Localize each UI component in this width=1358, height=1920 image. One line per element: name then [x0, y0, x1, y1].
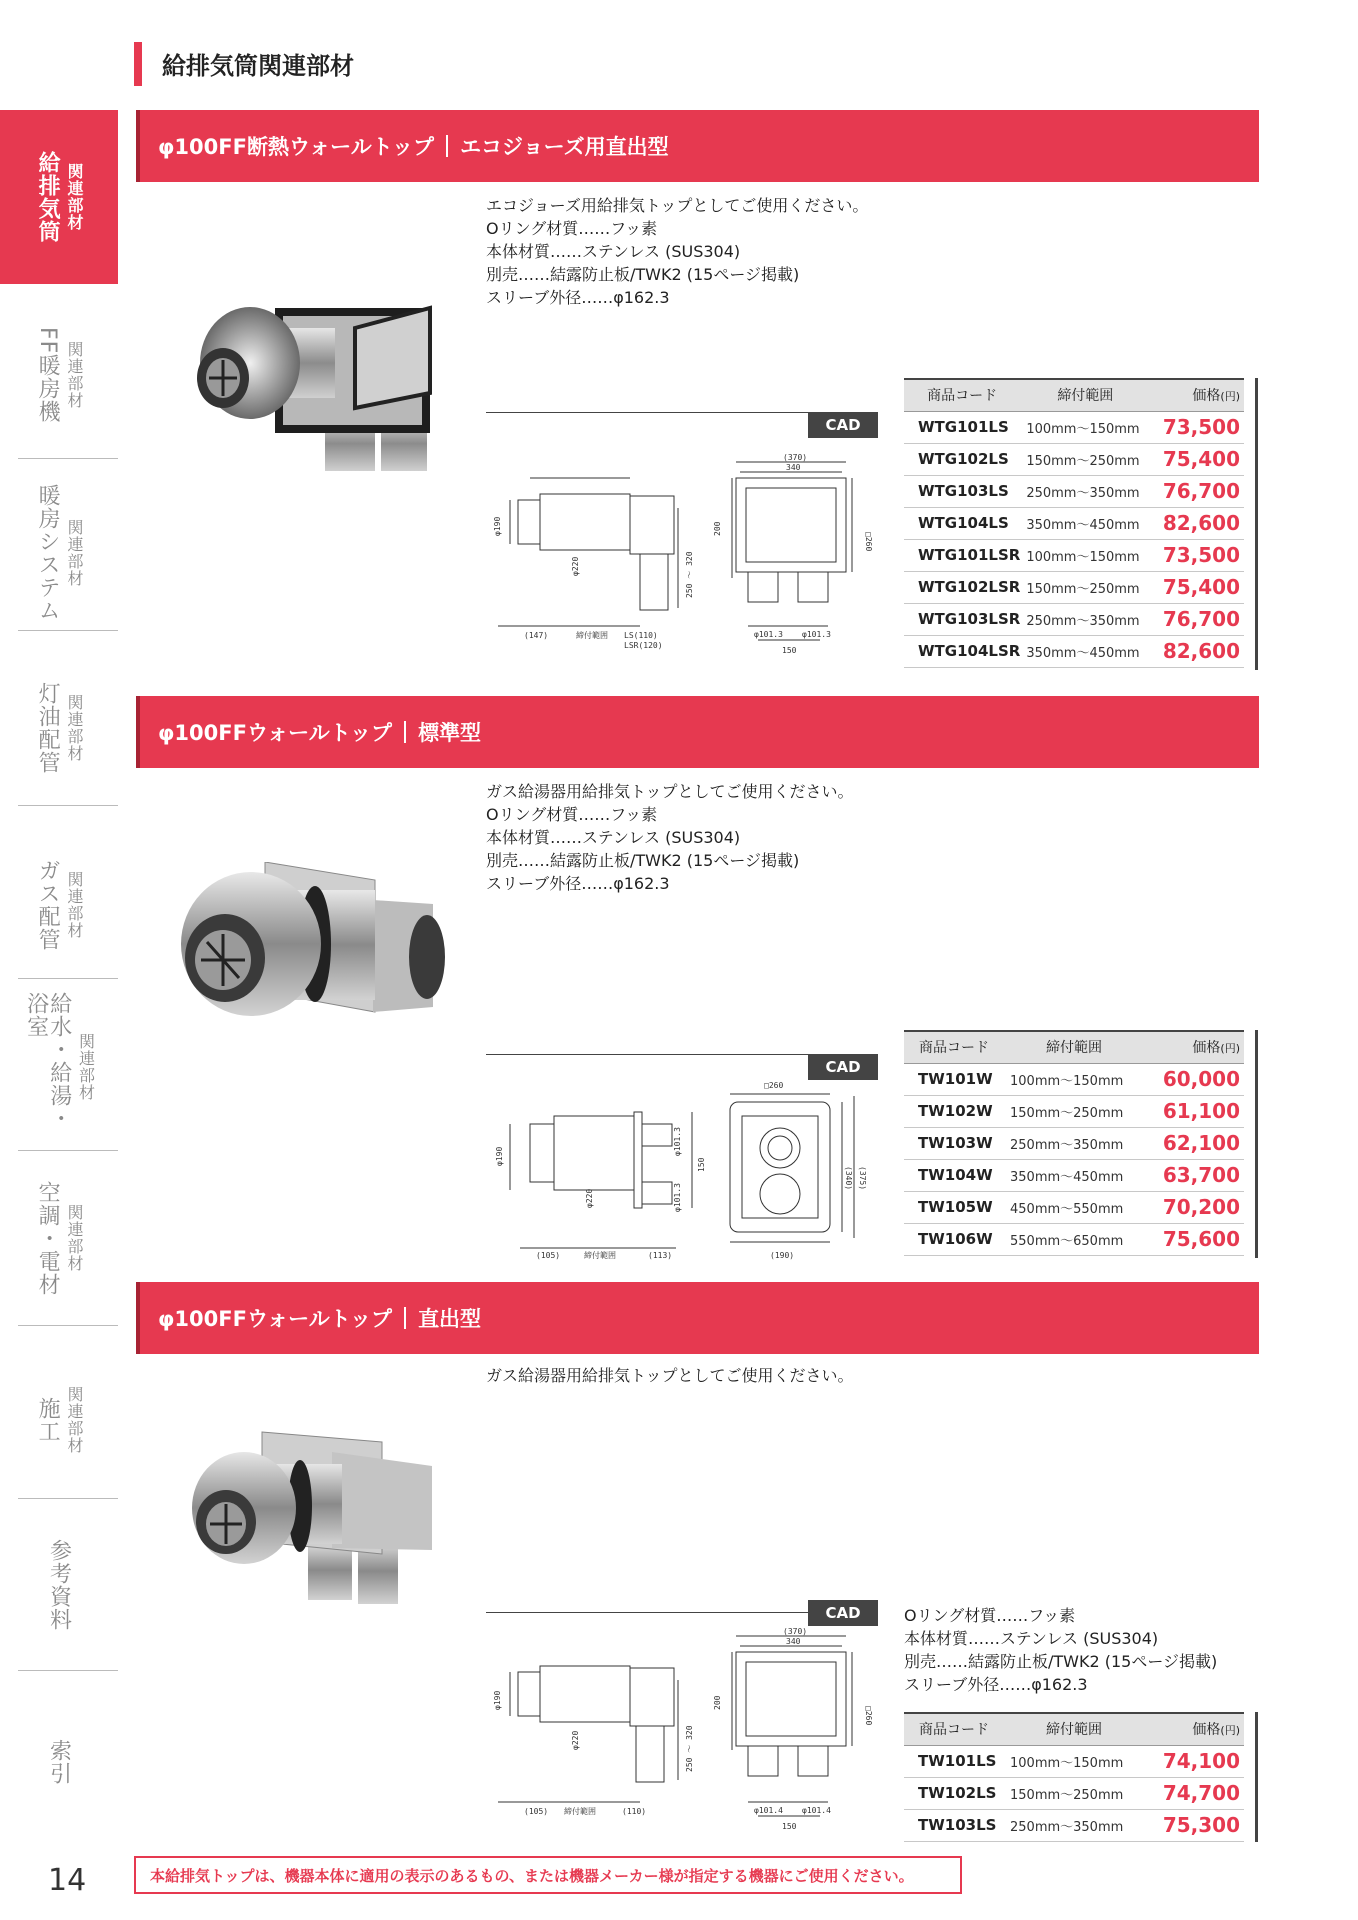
product-code: WTG102LSR	[904, 571, 1020, 603]
dim-label: φ101.4	[754, 1806, 783, 1815]
header-price	[1150, 379, 1244, 411]
title-separator	[404, 1307, 406, 1329]
table-row	[904, 635, 1244, 667]
sidebar-divider	[18, 1670, 118, 1671]
section-title-sub: 直出型	[418, 1307, 482, 1331]
table-row	[904, 1159, 1244, 1191]
table-header-row	[904, 1031, 1244, 1063]
sidebar-divider	[18, 1325, 118, 1326]
product-price: 74,700	[1144, 1777, 1244, 1809]
dim-label: (190)	[770, 1251, 795, 1260]
product-code: WTG103LS	[904, 475, 1020, 507]
sidebar-item-water[interactable]	[0, 992, 118, 1142]
product-code: WTG101LS	[904, 411, 1020, 443]
product-price: 70,200	[1144, 1191, 1244, 1223]
product-range: 550mm～650mm	[1004, 1223, 1144, 1255]
header-price-label: 価格	[1192, 388, 1221, 405]
dim-label: φ220	[571, 556, 580, 576]
description-line: ガス給湯器用給排気トップとしてご使用ください。	[486, 782, 854, 801]
table-edge	[1255, 378, 1258, 670]
section-edge	[136, 696, 140, 768]
dim-label: φ101.3	[673, 1127, 682, 1156]
sidebar-item-index[interactable]	[0, 1722, 118, 1802]
description-line: 本体材質……ステンレス (SUS304)	[486, 828, 741, 847]
page-title: 給排気筒関連部材	[162, 52, 354, 80]
sidebar-item-aircon[interactable]	[0, 1178, 118, 1298]
product-code: TW101LS	[904, 1745, 1004, 1777]
product-photo	[165, 288, 455, 478]
sidebar-item-main: ガス配管	[35, 859, 61, 951]
sidebar-item-construction[interactable]	[0, 1365, 118, 1475]
dim-label: φ101.3	[802, 630, 831, 639]
table-row	[904, 1777, 1244, 1809]
product-range: 100mm～150mm	[1020, 411, 1150, 443]
dim-label: LS(110)	[624, 631, 658, 640]
header-range: 締付範囲	[1004, 1031, 1144, 1063]
table-edge	[1255, 1712, 1258, 1842]
header-accent-bar	[134, 42, 142, 86]
dim-label: (105)	[536, 1251, 561, 1260]
product-range: 450mm～550mm	[1004, 1191, 1144, 1223]
table-row	[904, 1745, 1244, 1777]
product-code: TW105W	[904, 1191, 1004, 1223]
description-line: スリーブ外径……φ162.3	[486, 288, 670, 307]
dim-label: 250 ～ 320	[685, 1725, 694, 1772]
dim-label: (375)	[858, 1166, 867, 1191]
header-range: 締付範囲	[1004, 1713, 1144, 1745]
sidebar-divider	[18, 630, 118, 631]
dim-label: □260	[764, 1081, 784, 1090]
product-price: 73,500	[1150, 539, 1244, 571]
header-price	[1144, 1713, 1244, 1745]
dim-label: 340	[786, 463, 801, 472]
product-code: WTG102LS	[904, 443, 1020, 475]
table-row	[904, 1809, 1244, 1841]
sidebar-item-main: 給排気筒	[35, 151, 61, 243]
product-price: 82,600	[1150, 507, 1244, 539]
dim-label: (110)	[622, 1807, 647, 1816]
dim-label: (370)	[783, 1627, 808, 1636]
description-line: スリーブ外径……φ162.3	[486, 874, 670, 893]
spec-line: スリーブ外径……φ162.3	[904, 1675, 1088, 1694]
cad-drawing	[480, 1620, 882, 1838]
product-price: 75,300	[1144, 1809, 1244, 1841]
table-row	[904, 507, 1244, 539]
dim-label: (370)	[783, 453, 808, 462]
header-code: 商品コード	[904, 1031, 1004, 1063]
dim-label: 200	[713, 1695, 722, 1710]
sidebar-item-sub: 関連部材	[64, 694, 84, 762]
product-code: WTG104LSR	[904, 635, 1020, 667]
dim-label: (147)	[524, 631, 549, 640]
product-code: WTG101LSR	[904, 539, 1020, 571]
sidebar-item-heating-system[interactable]	[0, 478, 118, 628]
product-range: 250mm～350mm	[1004, 1809, 1144, 1841]
product-price: 82,600	[1150, 635, 1244, 667]
product-range: 150mm～250mm	[1020, 443, 1150, 475]
dim-label: 締付範囲	[584, 1251, 616, 1260]
title-separator	[404, 721, 406, 743]
dim-label: 150	[782, 646, 797, 655]
header-price-unit: (円)	[1220, 390, 1240, 404]
product-range: 250mm～350mm	[1020, 475, 1150, 507]
spec-line: Oリング材質……フッ素	[904, 1606, 1076, 1625]
dim-label: φ220	[585, 1188, 594, 1208]
dim-label: LSR(120)	[624, 641, 663, 650]
table-row	[904, 1127, 1244, 1159]
description-line: 別売……結露防止板/TWK2 (15ページ掲載)	[486, 851, 800, 870]
sidebar-item-kerosene[interactable]	[0, 668, 118, 788]
cad-drawing	[480, 1072, 882, 1262]
product-price: 76,700	[1150, 603, 1244, 635]
product-range: 250mm～350mm	[1004, 1127, 1144, 1159]
product-description	[486, 194, 868, 309]
product-code: TW104W	[904, 1159, 1004, 1191]
product-code: WTG103LSR	[904, 603, 1020, 635]
price-table	[904, 1712, 1244, 1842]
sidebar-item-sub: 関連部材	[64, 163, 84, 231]
sidebar-item-sub: 関連部材	[64, 519, 84, 587]
description-line: Oリング材質……フッ素	[486, 219, 658, 238]
section-title-sub: エコジョーズ用直出型	[460, 135, 669, 159]
product-price: 63,700	[1144, 1159, 1244, 1191]
sidebar-item-main: 索引	[46, 1739, 72, 1785]
section-header	[136, 110, 1259, 182]
sidebar-item-main: 施工	[35, 1397, 61, 1443]
sidebar-item-reference[interactable]	[0, 1530, 118, 1640]
sidebar-item-main: 参考資料	[46, 1539, 72, 1631]
section-edge	[136, 1282, 140, 1354]
header-price-unit: (円)	[1220, 1724, 1240, 1738]
description-line: 別売……結露防止板/TWK2 (15ページ掲載)	[486, 265, 800, 284]
product-price: 73,500	[1150, 411, 1244, 443]
product-code: TW103W	[904, 1127, 1004, 1159]
product-price: 74,100	[1144, 1745, 1244, 1777]
dim-label: 150	[782, 1822, 797, 1831]
page-number: 14	[48, 1863, 87, 1898]
title-separator	[446, 135, 448, 157]
section-edge	[136, 110, 140, 182]
description-line: エコジョーズ用給排気トップとしてご使用ください。	[486, 196, 869, 215]
sidebar-divider	[18, 458, 118, 459]
dim-label: φ190	[493, 516, 502, 536]
product-price: 60,000	[1144, 1063, 1244, 1095]
product-range: 350mm～450mm	[1020, 635, 1150, 667]
section-title-main: φ100FFウォールトップ	[158, 721, 393, 745]
dim-label: 締付範囲	[564, 1807, 596, 1816]
sidebar-item-ff-heater[interactable]	[0, 310, 118, 440]
sidebar-item-main: 給水・給湯・浴室	[23, 992, 72, 1130]
product-range: 350mm～450mm	[1004, 1159, 1144, 1191]
dim-label: 340	[786, 1637, 801, 1646]
table-row	[904, 411, 1244, 443]
description-line: Oリング材質……フッ素	[486, 805, 658, 824]
dim-label: □260	[864, 1706, 873, 1726]
dim-label: φ101.3	[673, 1183, 682, 1212]
product-price: 62,100	[1144, 1127, 1244, 1159]
product-price: 75,400	[1150, 571, 1244, 603]
dim-label: φ101.4	[802, 1806, 831, 1815]
sidebar-item-main: 灯油配管	[35, 682, 61, 774]
sidebar-divider	[18, 805, 118, 806]
price-table	[904, 1030, 1244, 1256]
product-range: 100mm～150mm	[1004, 1745, 1144, 1777]
dim-label: (340)	[844, 1166, 853, 1191]
header-price	[1144, 1031, 1244, 1063]
cad-drawing	[480, 448, 882, 663]
sidebar-item-sub: 関連部材	[64, 1386, 84, 1454]
dim-label: φ101.3	[754, 630, 783, 639]
section-title-sub: 標準型	[418, 721, 482, 745]
sidebar-item-sub: 関連部材	[76, 1033, 96, 1101]
product-range: 100mm～150mm	[1020, 539, 1150, 571]
price-table	[904, 378, 1244, 668]
dim-label: □260	[864, 532, 873, 552]
product-description	[486, 780, 854, 895]
table-row	[904, 1095, 1244, 1127]
header-price-unit: (円)	[1220, 1042, 1240, 1056]
table-row	[904, 1223, 1244, 1255]
description-line: 本体材質……ステンレス (SUS304)	[486, 242, 741, 261]
table-row	[904, 571, 1244, 603]
product-specs	[904, 1604, 1217, 1696]
table-row	[904, 475, 1244, 507]
sidebar-item-sub: 関連部材	[64, 341, 84, 409]
product-code: TW106W	[904, 1223, 1004, 1255]
cad-badge: CAD	[808, 1054, 878, 1080]
header-price-label: 価格	[1192, 1722, 1221, 1739]
product-price: 76,700	[1150, 475, 1244, 507]
sidebar-item-gas-pipe[interactable]	[0, 845, 118, 965]
table-row	[904, 443, 1244, 475]
sidebar-item-sub: 関連部材	[64, 1204, 84, 1272]
sidebar-divider	[18, 1498, 118, 1499]
table-edge	[1255, 1030, 1258, 1258]
dim-label: φ190	[493, 1690, 502, 1710]
product-range: 150mm～250mm	[1020, 571, 1150, 603]
section-title-main: φ100FFウォールトップ	[158, 1307, 393, 1331]
section-header	[136, 1282, 1259, 1354]
sidebar-item-flue[interactable]	[0, 110, 118, 284]
footer-note: 本給排気トップは、機器本体に適用の表示のあるもの、または機器メーカー様が指定する機器にご使用ください。	[134, 1856, 962, 1894]
product-range: 150mm～250mm	[1004, 1095, 1144, 1127]
table-row	[904, 539, 1244, 571]
spec-line: 本体材質……ステンレス (SUS304)	[904, 1629, 1159, 1648]
product-photo	[182, 1430, 452, 1610]
dim-label: φ220	[571, 1730, 580, 1750]
sidebar-item-sub: 関連部材	[64, 871, 84, 939]
product-price: 75,400	[1150, 443, 1244, 475]
table-header-row	[904, 379, 1244, 411]
header-price-label: 価格	[1192, 1040, 1221, 1057]
product-code: TW101W	[904, 1063, 1004, 1095]
cad-badge: CAD	[808, 412, 878, 438]
table-row	[904, 1191, 1244, 1223]
product-code: WTG104LS	[904, 507, 1020, 539]
table-row	[904, 1063, 1244, 1095]
sidebar-item-main: FF暖房機	[35, 326, 61, 424]
product-code: TW102W	[904, 1095, 1004, 1127]
product-range: 100mm～150mm	[1004, 1063, 1144, 1095]
description-line: ガス給湯器用給排気トップとしてご使用ください。	[486, 1366, 854, 1385]
dim-label: 締付範囲	[576, 631, 608, 640]
section-header	[136, 696, 1259, 768]
header-code: 商品コード	[904, 379, 1020, 411]
dim-label: φ190	[495, 1146, 504, 1166]
header-code: 商品コード	[904, 1713, 1004, 1745]
dim-label: (113)	[648, 1251, 673, 1260]
table-header-row	[904, 1713, 1244, 1745]
product-photo	[165, 862, 465, 1052]
product-range: 150mm～250mm	[1004, 1777, 1144, 1809]
sidebar-item-main: 空調・電材	[35, 1180, 61, 1296]
spec-line: 別売……結露防止板/TWK2 (15ページ掲載)	[904, 1652, 1218, 1671]
sidebar-divider	[18, 1150, 118, 1151]
dim-label: 250 ～ 320	[685, 551, 694, 598]
product-range: 350mm～450mm	[1020, 507, 1150, 539]
product-price: 75,600	[1144, 1223, 1244, 1255]
header-range: 締付範囲	[1020, 379, 1150, 411]
product-range: 250mm～350mm	[1020, 603, 1150, 635]
sidebar-divider	[18, 978, 118, 979]
product-price: 61,100	[1144, 1095, 1244, 1127]
sidebar-item-main: 暖房システム	[35, 484, 61, 622]
dim-label: (105)	[524, 1807, 549, 1816]
dim-label: 200	[713, 521, 722, 536]
cad-badge: CAD	[808, 1600, 878, 1626]
product-code: TW102LS	[904, 1777, 1004, 1809]
section-title-main: φ100FF断熱ウォールトップ	[158, 135, 435, 159]
dim-label: 150	[697, 1157, 706, 1172]
product-code: TW103LS	[904, 1809, 1004, 1841]
product-description	[486, 1364, 854, 1387]
table-row	[904, 603, 1244, 635]
